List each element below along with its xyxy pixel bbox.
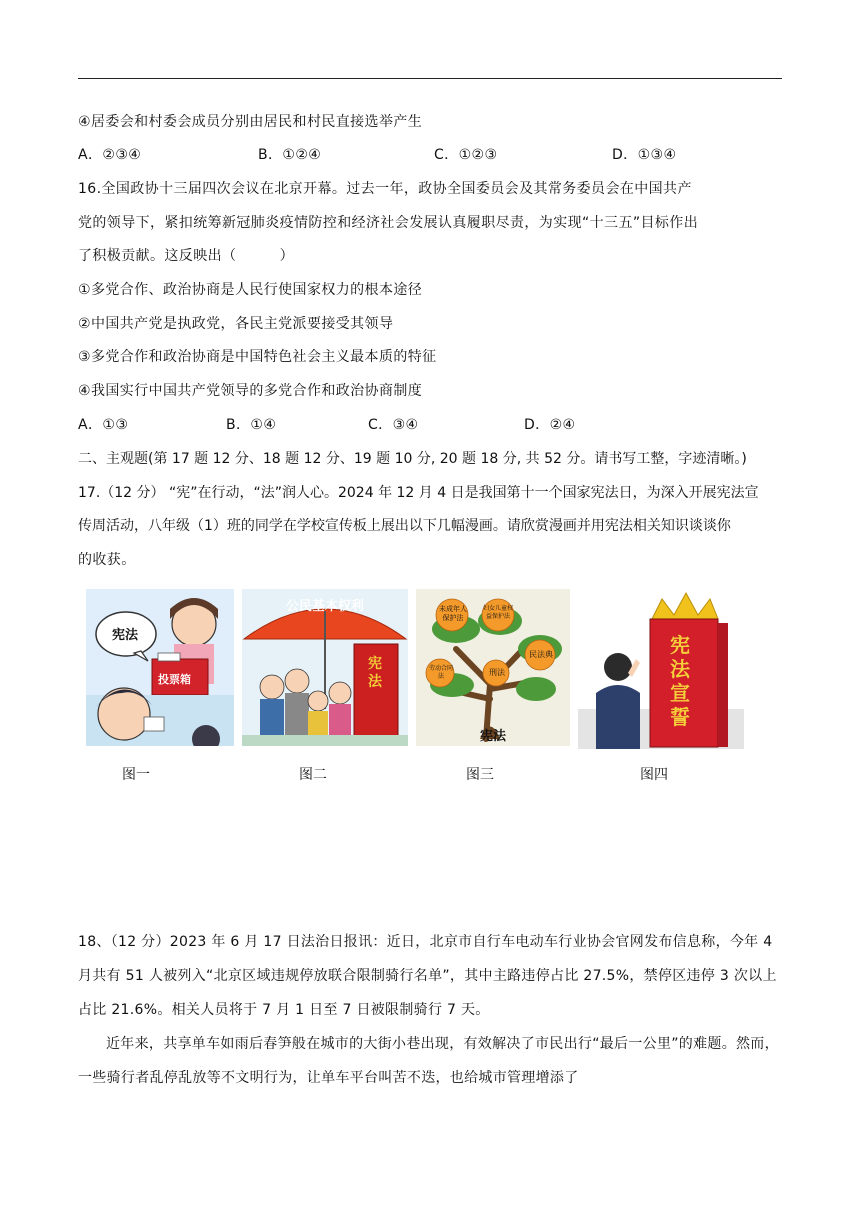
figure-2-umbrella-label: 公民基本权利 — [285, 599, 364, 614]
figure-3-fruit-4: 刑法 — [489, 668, 505, 677]
q15-option-c[interactable]: C．①②③ — [434, 147, 498, 163]
header-rule — [78, 78, 782, 79]
q16-line-3: 了积极贡献。这反映出（ ） — [78, 248, 294, 264]
figure-3-law-tree — [416, 589, 570, 746]
q17-line-1: 17.（12 分） “宪”在行动，“法”润人心。2024 年 12 月 4 日是我国第十一个国家宪法日，为深入开展宪法宣 — [78, 485, 759, 501]
section-2-heading: 二、主观题(第 17 题 12 分、18 题 12 分、19 题 10 分, 20 题 18 分, 共 52 分。请书写工整，字迹清晰。) — [78, 451, 747, 467]
figure-2-book-label: 宪法 — [368, 656, 382, 690]
q16-option-b[interactable]: B．①④ — [226, 417, 277, 433]
figure-4-book-label: 宪法宣誓 — [670, 633, 690, 729]
q16-line-1: 16.全国政协十三届四次会议在北京开幕。过去一年，政协全国委员会及其常务委员会在中国共产 — [78, 181, 692, 197]
figure-1-box-label: 投票箱 — [158, 673, 191, 686]
figure-3-caption: 图三 — [466, 767, 494, 783]
q18-paragraph-1: 18、（12 分）2023 年 6 月 17 日法治日报讯：近日，北京市自行车电动车行业协会官网发布信息称，今年 4 月共有 51 人被列入“北京区域违规停放联合限制骑行名单”，其中主路违停占比 27.5%，禁停区违停 3 次以上占比 21.6%。相关人员将于 7 月 1 日至 7 日被限制骑行 7 天。 — [78, 934, 777, 1018]
figure-3-fruit-2: 妇女儿童权益保护法 — [482, 605, 513, 620]
q18-paragraph-2: 近年来，共享单车如雨后春笋般在城市的大街小巷出现，有效解决了市民出行“最后一公里”的难题。然而，一些骑行者乱停乱放等不文明行为，让单车平台叫苦不迭，也给城市管理增添了 — [78, 1036, 779, 1086]
q16-option-a[interactable]: A．①③ — [78, 417, 129, 433]
q16-statement-2: ②中国共产党是执政党，各民主党派要接受其领导 — [78, 316, 394, 332]
figure-1-illustration — [86, 589, 234, 746]
q16-line-2: 党的领导下，紧扣统筹新冠肺炎疫情防控和经济社会发展认真履职尽责，为实现“十三五”目标作出 — [78, 215, 699, 231]
figure-4-illustration — [578, 589, 744, 749]
q16-statement-4: ④我国实行中国共产党领导的多党合作和政治协商制度 — [78, 383, 423, 399]
q17-line-2: 传周活动，八年级（1）班的同学在学校宣传板上展出以下几幅漫画。请欣赏漫画并用宪法相关知识谈谈你 — [78, 518, 731, 534]
figure-2-umbrella-cartoon — [242, 589, 408, 746]
q16-statement-3: ③多党合作和政治协商是中国特色社会主义最本质的特征 — [78, 349, 437, 365]
figure-4-oath-cartoon — [578, 589, 744, 749]
figure-3-trunk-label: 宪法 — [479, 729, 506, 744]
q16-option-c[interactable]: C．③④ — [368, 417, 419, 433]
figure-2-caption: 图二 — [299, 767, 327, 783]
q15-option-b[interactable]: B．①②④ — [258, 147, 322, 163]
q15-statement-4: ④居委会和村委会成员分别由居民和村民直接选举产生 — [78, 114, 423, 130]
q15-option-a[interactable]: A．②③④ — [78, 147, 142, 163]
q15-option-d[interactable]: D．①③④ — [612, 147, 677, 163]
figure-3-fruit-3: 民法典 — [529, 650, 553, 659]
q16-option-d[interactable]: D．②④ — [524, 417, 576, 433]
figure-1-voting-cartoon — [86, 589, 234, 746]
figure-3-fruit-1: 未成年人保护法 — [439, 605, 467, 622]
q16-statement-1: ①多党合作、政治协商是人民行使国家权力的根本途径 — [78, 282, 423, 298]
figure-4-caption: 图四 — [640, 767, 668, 783]
q17-line-3: 的收获。 — [78, 552, 136, 568]
figure-1-bubble-text: 宪法 — [112, 628, 139, 643]
figure-1-caption: 图一 — [122, 767, 150, 783]
figure-3-fruit-5: 劳动合同法 — [428, 665, 453, 680]
